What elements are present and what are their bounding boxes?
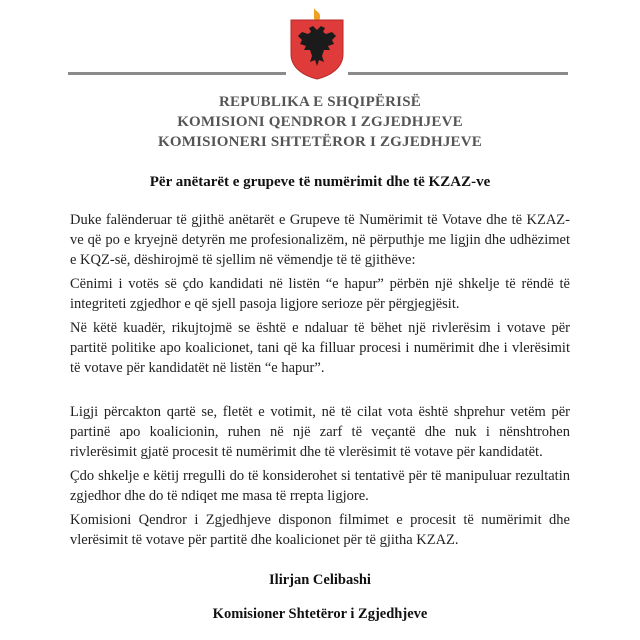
document-subject: Për anëtarët e grupeve të numërimit dhe të KZAZ-ve bbox=[149, 174, 491, 190]
paragraph-6: Komisioni Qendror i Zgjedhjeve disponon filmimet e procesit të numërimit dhe vlerësimit të votave për partitë dhe koalicionet për të gjitha KZAZ. bbox=[70, 512, 570, 548]
header-commission: KOMISIONI QENDROR I ZGJEDHJEVE bbox=[177, 114, 463, 130]
signatory-title: Komisioner Shtetëror i Zgjedhjeve bbox=[212, 606, 428, 622]
header-rule-left bbox=[68, 72, 286, 75]
signatory-name: Ilirjan Celibashi bbox=[269, 572, 371, 588]
paragraph-3: Në këtë kuadër, rikujtojmë se është e ndaluar të bëhet një rivlerësim i votave për partitë politike apo koalicionet, tani që ka filluar procesi i numërimit dhe i vlerësimit të votave për kandidatët në listën “e hapur”. bbox=[70, 320, 570, 376]
header-rule-right bbox=[348, 72, 568, 75]
header-commissioner: KOMISIONERI SHTETËROR I ZGJEDHJEVE bbox=[158, 134, 482, 150]
coat-of-arms-emblem-icon bbox=[288, 6, 346, 80]
paragraph-2: Cënimi i votës së çdo kandidati në listën “e hapur” përbën një shkelje të rëndë të integriteti zgjedhor e që sjell pasoja ligjore serioze për përgjegjësit. bbox=[70, 276, 570, 312]
paragraph-5: Çdo shkelje e këtij rregulli do të konsiderohet si tentativë për të manipuluar rezultatin zgjedhor dhe do të ndiqet me masa të rrepta ligjore. bbox=[70, 468, 570, 504]
header-republic: REPUBLIKA E SHQIPËRISË bbox=[219, 94, 421, 110]
paragraph-4: Ligji përcakton qartë se, fletët e votimit, në të cilat vota është shprehur vetëm për partinë apo koalicionin, ruhen në një zarf të veçantë dhe nuk i nënshtrohen rivlerësimit gjatë procesit të numërimit dhe të vlerësimit të votave për kandidatët. bbox=[70, 404, 570, 460]
paragraph-1: Duke falënderuar të gjithë anëtarët e Grupeve të Numërimit të Votave dhe të KZAZ-ve që po e kryejnë detyrën me profesionalizëm, në përputhje me ligjin dhe udhëzimet e KQZ-së, dëshirojmë të sjellim në vëmendje të të gjithëve: bbox=[70, 212, 570, 268]
